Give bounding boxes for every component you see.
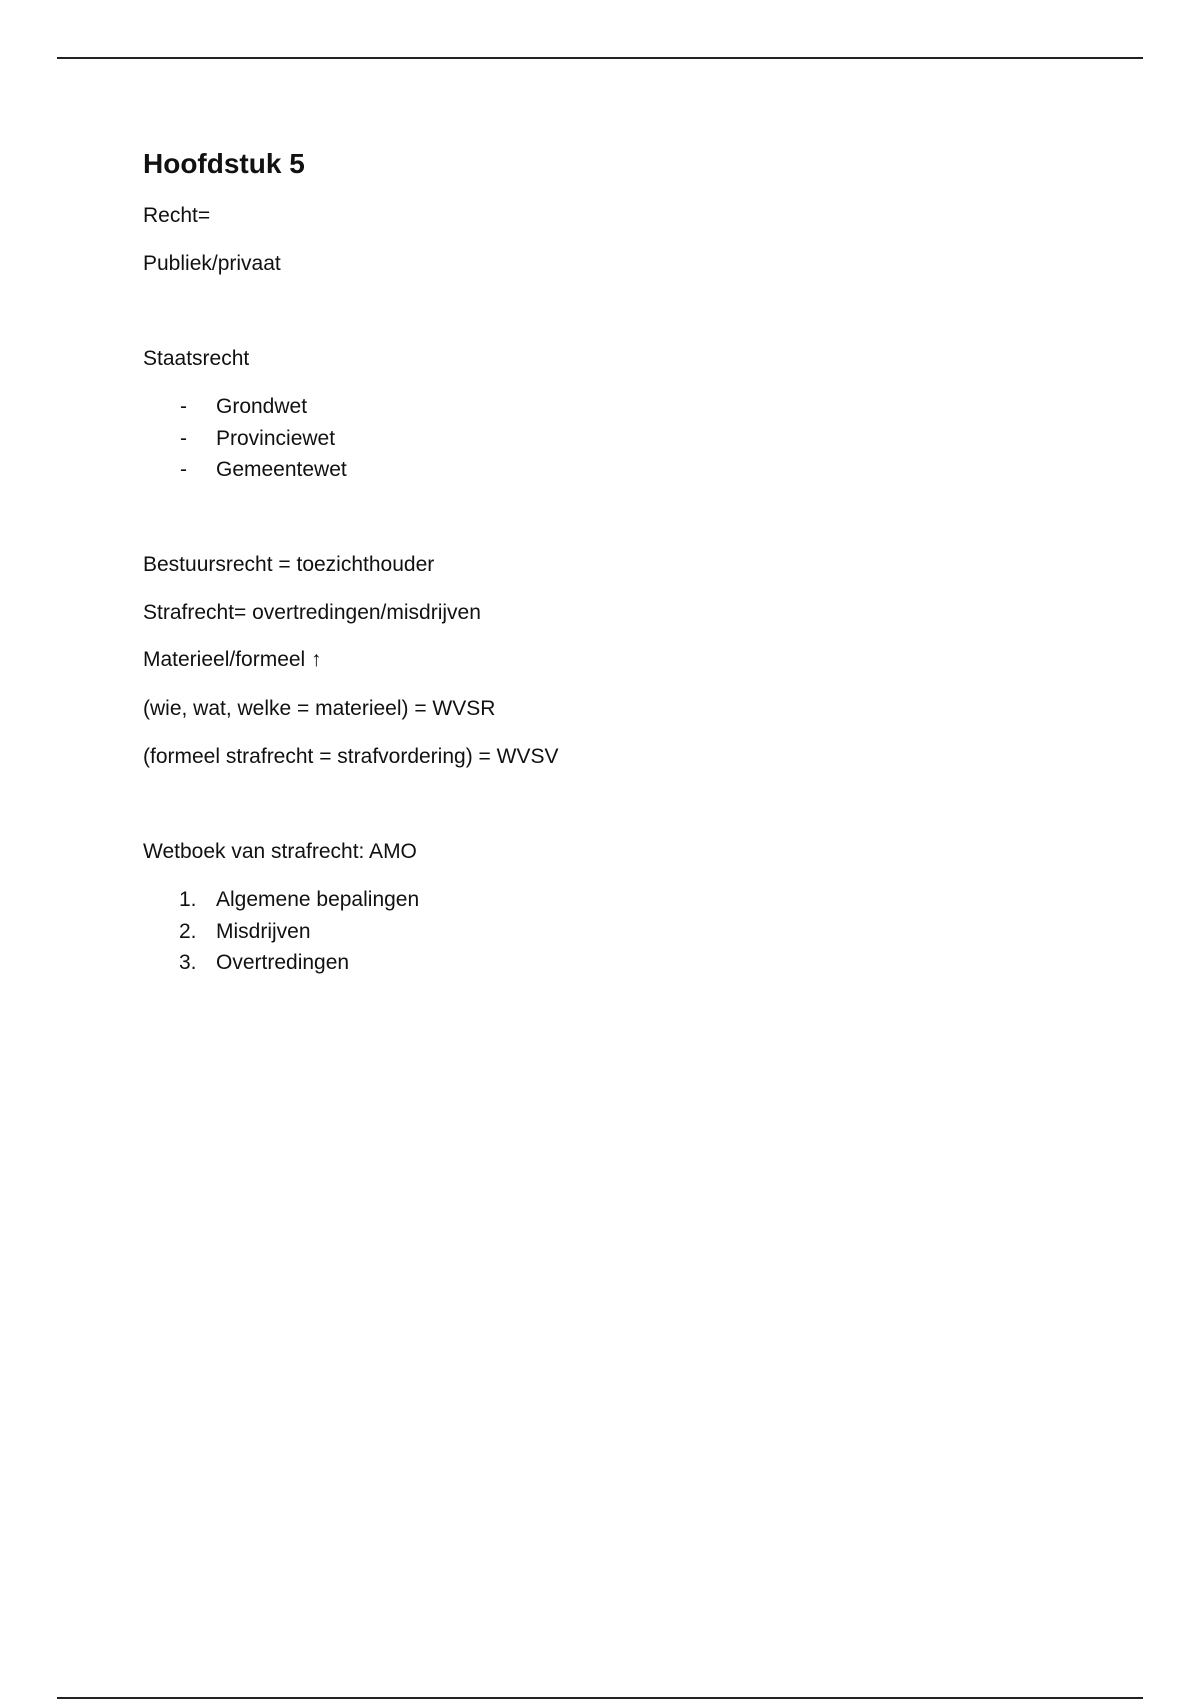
paragraph-staatsrecht: Staatsrecht <box>143 347 250 370</box>
list-item-text: Provinciewet <box>216 426 336 450</box>
header-rule <box>57 57 1143 59</box>
list-number: 3. <box>179 951 197 974</box>
list-item-text: Gemeentewet <box>216 458 347 481</box>
footer-rule <box>57 1697 1143 1699</box>
paragraph-wetboek: Wetboek van strafrecht: AMO <box>143 840 417 863</box>
list-item-text: Overtredingen <box>216 951 350 974</box>
list-item-text: Misdrijven <box>216 919 311 943</box>
paragraph-materieel-line: (wie, wat, welke = materieel) = WVSR <box>143 697 496 720</box>
paragraph-strafrecht: Strafrecht= overtredingen/misdrijven <box>143 601 481 624</box>
paragraph-bestuursrecht: Bestuursrecht = toezichthouder <box>143 553 435 576</box>
list-number: 1. <box>179 888 197 911</box>
page-title: Hoofdstuk 5 <box>143 148 305 179</box>
bullet-dash: - <box>180 458 187 481</box>
paragraph-materieel-formeel: Materieel/formeel ↑ <box>143 648 322 671</box>
bullet-dash: - <box>180 426 187 450</box>
list-number: 2. <box>179 919 197 943</box>
paragraph-publiek-privaat: Publiek/privaat <box>143 252 281 275</box>
list-item-text: Grondwet <box>216 395 308 418</box>
list-item-text: Algemene bepalingen <box>216 888 420 911</box>
paragraph-recht: Recht= <box>143 204 211 227</box>
bullet-dash: - <box>180 395 187 418</box>
paragraph-formeel-line: (formeel strafrecht = strafvordering) = WVSV <box>143 745 559 768</box>
